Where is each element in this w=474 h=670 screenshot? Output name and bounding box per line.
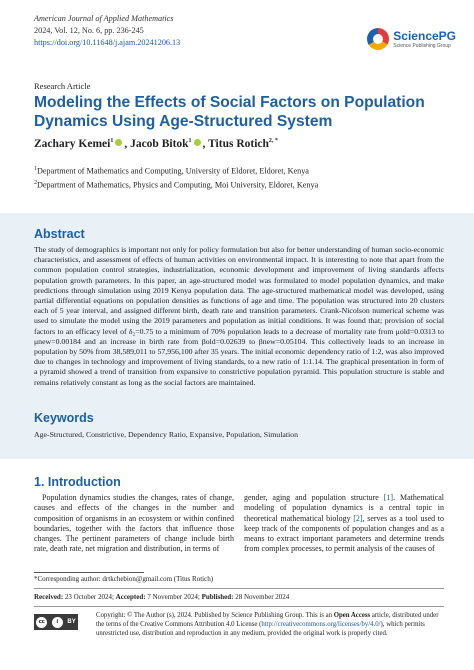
author-sup: 1 bbox=[188, 138, 192, 145]
cc-icon: cc bbox=[36, 617, 47, 628]
doi-link[interactable]: https://doi.org/10.11648/j.ajam.20241206.13 bbox=[34, 38, 181, 47]
affiliation-text: Department of Mathematics and Computing, University of Eldoret, Eldoret, Kenya bbox=[37, 166, 309, 176]
abstract-text: The study of demographics is important not only for policy formulation but also for better understanding of human socio-economic characteristics, and assessment of effects of human activities on environmental impact. It is interesting to note that apart from the common population control strategies, industrialization, economic development and improvement of living standards affects population growth parameters. In this paper, an age-structured model was formulated to model population dynamics, and make predictions through simulation using 2019 Kenya population data. The age-structured mathematical model was developed, using partial differential equations on population densities as functions of age and time. The population was structured into 20 clusters each of 5 year interval, and assigned different birth, death rate and transition parameters. Crank-Nicolson numerical scheme was used to simulate the model using the 2019 parameters and population as initial conditions. It was found that; provision of social factors to an efficacy level of δ₂=0.75 to a minimum of 70% population leads to a decrease of mortality rate from μold=0.0313 to μnew=0.00184 and an increase in birth rate from βold=0.02639 to βnew=0.05104. This collectively leads to an increase in population by 50% from 38,589,011 to 57,956,100 after 35 years. The initial economic dependency ratio of 1:2, was also improved due to changes in technology and improvement of living standards, to a new ratio of 1:1.14. The graphical presentation in form of a pyramid showed a trend of transition from expansive to constrictive population pyramid. This population structure is stable and remains relatively constant as long as the social factors are maintained. bbox=[34, 245, 444, 387]
affiliation-text: Department of Mathematics, Physics and Computing, Moi University, Eldoret, Kenya bbox=[37, 180, 319, 190]
cc-license-badge[interactable] bbox=[34, 614, 78, 630]
publication-dates bbox=[34, 593, 289, 601]
received-date: 23 October 2024; bbox=[64, 593, 114, 601]
author-list: Zachary Kemei$^1$ , Jacob Bitok$^1$ , Titus Rotich$^{2, *}$ bbox=[34, 138, 278, 150]
intro-text: gender, aging and population structure bbox=[244, 493, 384, 502]
keywords-text: Age-Structured, Constrictive, Dependency Ratio, Expansive, Population, Simulation bbox=[34, 430, 298, 439]
sciencepg-logo-icon bbox=[367, 28, 389, 50]
author-name[interactable]: Titus Rotich bbox=[208, 138, 269, 150]
orcid-icon[interactable] bbox=[115, 139, 122, 146]
journal-issue: 2024, Vol. 12, No. 6, pp. 236-245 bbox=[34, 26, 144, 35]
introduction-right-column bbox=[244, 493, 444, 555]
orcid-icon[interactable] bbox=[194, 139, 201, 146]
copyright-text: Copyright: © The Author (s), 2024. Published by Science Publishing Group. This is an bbox=[96, 612, 334, 619]
copyright-text: ), which permits unrestricted use, distribution and reproduction in any medium, provided the original work is properly cited. bbox=[96, 621, 425, 637]
affiliation bbox=[34, 164, 309, 177]
divider bbox=[34, 588, 444, 589]
publisher-logo[interactable] bbox=[367, 28, 456, 50]
keywords-heading: Keywords bbox=[34, 411, 94, 425]
paper-title: Modeling the Effects of Social Factors on Population Dynamics Using Age-Structured System bbox=[34, 94, 425, 130]
divider bbox=[34, 606, 444, 607]
introduction-heading: 1. Introduction bbox=[34, 475, 121, 489]
author-name[interactable]: Zachary Kemei bbox=[34, 138, 111, 150]
affiliation-sup: 1 bbox=[34, 166, 37, 172]
logo-name: SciencePG bbox=[393, 28, 456, 43]
author-name[interactable]: Jacob Bitok bbox=[130, 138, 189, 150]
accepted-date: 7 November 2024; bbox=[147, 593, 200, 601]
accepted-label: Accepted: bbox=[115, 593, 146, 601]
cc-by-label: BY bbox=[67, 619, 76, 625]
corresponding-author-note: *Corresponding author: drtkchebion@gmail.com (Titus Rotich) bbox=[34, 575, 214, 583]
journal-header bbox=[34, 13, 180, 49]
citation-link[interactable]: [1] bbox=[383, 493, 394, 502]
author-sup: 1 bbox=[110, 138, 114, 145]
copyright-text: article, distributed under the terms of the Creative Commons Attribution 4.0 License ( bbox=[96, 612, 439, 628]
author-sup: 2, * bbox=[268, 138, 278, 145]
introduction-left-column: Population dynamics studies the changes, rates of change, causes and effects of the changes in the number and composition of organisms in an ecosystem or within confined boundaries, together with the factors that influence those changes. The pertinent parameters of change include birth rate, death rate, net migration and distribution, in terms of bbox=[34, 493, 234, 554]
abstract-heading: Abstract bbox=[34, 227, 85, 241]
published-label: Published: bbox=[201, 593, 234, 601]
copyright-notice bbox=[96, 611, 446, 638]
intro-text: . Mathematical modeling of population dynamics is a central topic in theoretical mathematical biology bbox=[244, 493, 444, 523]
journal-name: American Journal of Applied Mathematics bbox=[34, 14, 174, 23]
intro-text: , serves as a tool used to keep track of the components of population changes and as a means to extract important parameters and determine trends from complex processes, to permit analysis of the causes of bbox=[244, 513, 445, 554]
logo-tagline: Science Publishing Group bbox=[393, 42, 451, 49]
article-type: Research Article bbox=[34, 81, 91, 91]
license-link[interactable]: http://creativecommons.org/licenses/by/4.0/ bbox=[261, 621, 381, 628]
open-access-label: Open Access bbox=[333, 612, 371, 619]
received-label: Received: bbox=[34, 593, 64, 601]
attribution-person-icon: i bbox=[52, 617, 63, 628]
affiliation-sup: 2 bbox=[34, 180, 37, 186]
published-date: 28 November 2024 bbox=[235, 593, 290, 601]
affiliation bbox=[34, 178, 318, 191]
footnote-divider bbox=[34, 572, 144, 573]
citation-link[interactable]: [2] bbox=[353, 513, 363, 523]
